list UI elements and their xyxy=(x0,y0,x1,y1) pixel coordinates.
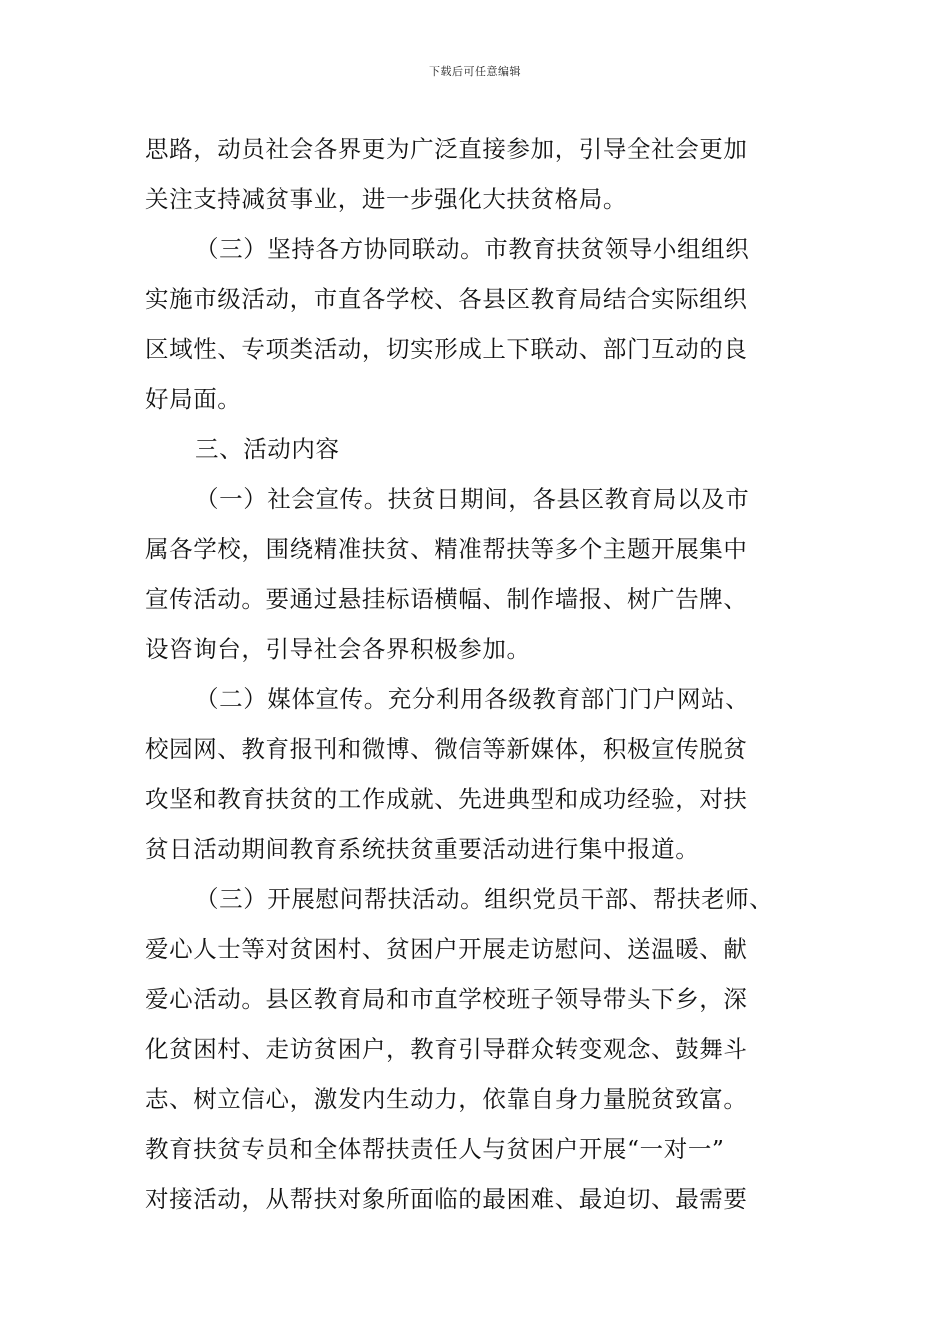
text-line: （三）开展慰问帮扶活动。组织党员干部、帮扶老师、 xyxy=(195,885,774,913)
text-line: 实施市级活动，市直各学校、各县区教育局结合实际组织 xyxy=(145,285,748,313)
text-line: 属各学校，围绕精准扶贫、精准帮扶等多个主题开展集中 xyxy=(145,535,748,563)
text-line: 对接活动，从帮扶对象所面临的最困难、最迫切、最需要 xyxy=(145,1185,748,1213)
text-line: 设咨询台，引导社会各界积极参加。 xyxy=(145,635,531,663)
text-line: 爱心人士等对贫困村、贫困户开展走访慰问、送温暖、献 xyxy=(145,935,748,963)
text-line: 思路，动员社会各界更为广泛直接参加，引导全社会更加 xyxy=(145,135,748,163)
text-line: 志、树立信心，激发内生动力，依靠自身力量脱贫致富。 xyxy=(145,1085,748,1113)
text-line: （三）坚持各方协同联动。市教育扶贫领导小组组织 xyxy=(195,235,750,263)
text-line: （二）媒体宣传。充分利用各级教育部门门户网站、 xyxy=(195,685,750,713)
body-text xyxy=(145,124,825,1224)
text-line: 攻坚和教育扶贫的工作成就、先进典型和成功经验，对扶 xyxy=(145,785,748,813)
text-line: 三、活动内容 xyxy=(195,435,340,463)
text-line: 宣传活动。要通过悬挂标语横幅、制作墙报、树广告牌、 xyxy=(145,585,748,613)
text-line: 化贫困村、走访贫困户，教育引导群众转变观念、鼓舞斗 xyxy=(145,1035,748,1063)
text-line: 校园网、教育报刊和微博、微信等新媒体，积极宣传脱贫 xyxy=(145,735,748,763)
text-line: 好局面。 xyxy=(145,385,242,413)
text-line: （一）社会宣传。扶贫日期间，各县区教育局以及市 xyxy=(195,485,750,513)
text-line: 贫日活动期间教育系统扶贫重要活动进行集中报道。 xyxy=(145,835,700,863)
page-header: 下载后可任意编辑 xyxy=(429,65,521,78)
text-line: 区域性、专项类活动，切实形成上下联动、部门互动的良 xyxy=(145,335,748,363)
text-line: 爱心活动。县区教育局和市直学校班子领导带头下乡，深 xyxy=(145,985,748,1013)
text-line: 关注支持减贫事业，进一步强化大扶贫格局。 xyxy=(145,185,627,213)
text-line: 教育扶贫专员和全体帮扶责任人与贫困户开展“一对一” xyxy=(145,1135,725,1163)
